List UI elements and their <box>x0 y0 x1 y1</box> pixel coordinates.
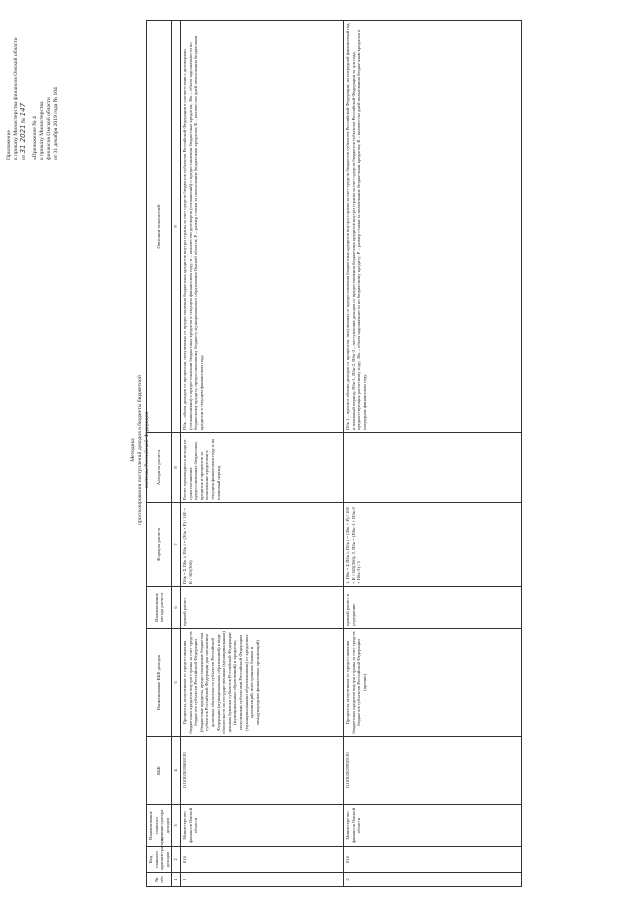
document-title: Методика прогнозирования поступлений доходов в бюджеты бюджетной системы Российской Федерации <box>130 375 150 525</box>
handwritten-number: 147 <box>19 102 27 117</box>
column-index-row: 1 2 3 4 5 6 7 8 9 <box>172 21 181 887</box>
handwritten-date: 31 2021 <box>19 124 27 154</box>
cell-code: 016 <box>343 847 521 873</box>
appendix-label: Приложение <box>6 129 12 160</box>
to-order: к приказу Министерства <box>39 101 45 160</box>
cell-kbk: 1110302020920120 <box>343 737 521 805</box>
cell-no: 1 <box>180 873 343 887</box>
appendix-number: «Приложение № 4 <box>32 116 38 160</box>
cell-formula: Пбк = Σ Пбк i; Пбк i = (Збк × Р) / 100 × К / 365(366) <box>180 503 343 587</box>
col-header: Описание показателей <box>147 21 172 433</box>
col-header: Наименование главного администратора доходов <box>147 805 172 847</box>
col-header: Наименование КБК доходов <box>147 629 172 737</box>
cell-kbk: 1110302020000120 <box>180 737 343 805</box>
cell-kbk-name: Проценты, полученные от предоставления бюджетных кредитов внутри страны за счет средств бюджетов субъектов Российской Федерации (прочие) <box>343 629 521 737</box>
methodology-table <box>146 20 522 887</box>
table-row <box>343 21 521 887</box>
approval-header <box>6 10 60 160</box>
cell-description: Пбк – объем доходов от процентов, полученных от предоставления бюджетных кредитов внутри страны за счет средств бюджетов субъектов Российской Федерации в соответствии с договорами (соглашениями) о предоставлении бюджетных кредитов в текущем финансовом году; n – количество договоров (соглашений) о предоставлении бюджетных кредитов; Збк – объем задолженности по бюджетному кредиту, предоставленному бюджету муниципального образования Омской области; Р – размер ставки за пользование бюджетным кредитом; К – количество дней пользования бюджетным кредитом в текущем финансовом году. <box>180 21 343 433</box>
ministry-name: финансов Омской области <box>46 97 52 160</box>
cell-algorithm: Расчет производится исходя из сумм погашения предоставленных бюджетных кредитов и процентов за пользование кредитами в текущем финансовом году и на плановый период <box>180 433 343 503</box>
original-order-date: от 31 декабря 2019 года № 104 <box>53 87 59 160</box>
order-date-line: от 31 2021 № 147 <box>19 102 27 160</box>
cell-method: прямой расчет и усреднение <box>343 587 521 629</box>
cell-admin: Министерство финансов Омской области <box>343 805 521 847</box>
cell-description: Пбк 1 – прогноз объема доходов от процентов, полученных от предоставления бюджетных кредитов внутри страны за счет средств бюджетов субъектов Российской Федерации, на очередной финансовый год и плановый период; Пбк-1, Пбк-2, Пбк-3 – поступления доходов от предоставления бюджетных кредитов внутри страны за счет средств бюджетов субъектов Российской Федерации за три года, предшествующих расчетному году; Збк – объем задолженности по бюджетному кредиту; Р – размер ставки за пользование бюджетным кредитом; К – количество дней пользования бюджетным кредитом в очередном финансовом году. <box>343 21 521 433</box>
cell-admin: Министерство финансов Омской области <box>180 805 343 847</box>
cell-kbk-name: Проценты, полученные от предоставления бюджетных кредитов внутри страны за счет средств бюджетов субъектов Российской Федерации (бюджетные кредиты, предоставленные бюджетам субъектов Российской Федерации для погашения долговых обязательств субъектов Российской Федерации (муниципальных образований) в виде обязательств по государственным (муниципальным) ценным бумагам субъектов Российской Федерации (муниципальных образований) и кредитам, полученным субъектами Российской Федерации (муниципальными образованиями) от кредитных организаций, иностранных банков и международных финансовых организаций) <box>180 629 343 737</box>
col-header: Алгоритм расчета <box>147 433 172 503</box>
cell-algorithm <box>343 433 521 503</box>
col-header: КБК <box>147 737 172 805</box>
col-header: № п/п <box>147 873 172 887</box>
table-header-row <box>147 21 172 887</box>
cell-method: прямой расчет <box>180 587 343 629</box>
col-header: Наименование метода расчета <box>147 587 172 629</box>
cell-code: 016 <box>180 847 343 873</box>
table-row <box>180 21 343 887</box>
cell-formula: 1. Пбк = Σ Пбк i; Пбк i = (Збк × Р) / 100 × К / 365(366); 2. Пбк = (Пбк-1 + Пбк-2 + Пбк-3) / 3 <box>343 503 521 587</box>
col-header: Формула расчета <box>147 503 172 587</box>
col-header: Код главного администратора доходов <box>147 847 172 873</box>
cell-no: 2 <box>343 873 521 887</box>
order-line: к приказу Министерства финансов Омской области <box>13 37 19 160</box>
